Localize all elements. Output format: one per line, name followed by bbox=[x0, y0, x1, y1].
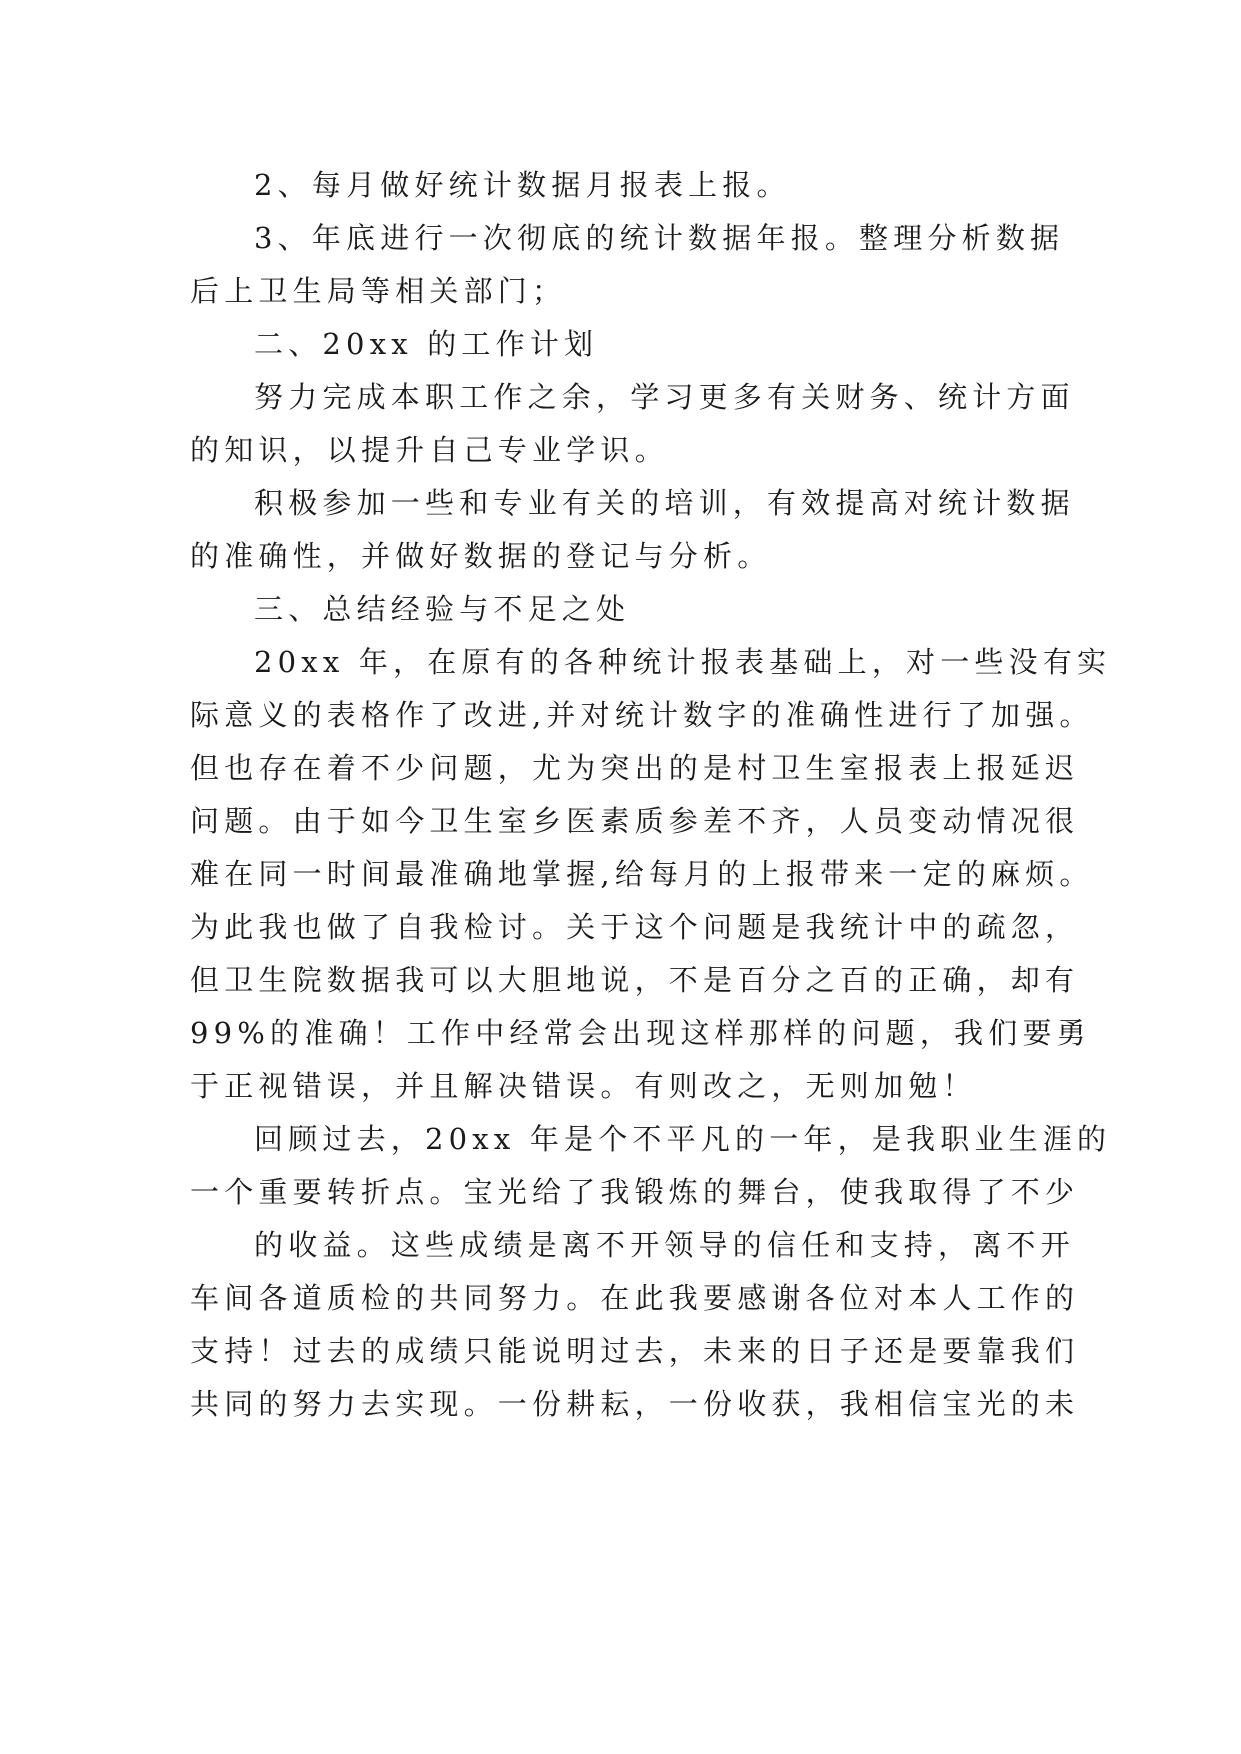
text-line: 后上卫生局等相关部门； bbox=[190, 274, 567, 308]
text-line: 车间各道质检的共同努力。在此我要感谢各位对本人工作的 bbox=[190, 1281, 1080, 1315]
text-line: 的知识，以提升自己专业学识。 bbox=[190, 433, 669, 467]
text-line: 20xx 年，在原有的各种统计报表基础上，对一些没有实 bbox=[254, 645, 1112, 679]
text-line: 回顾过去，20xx 年是个不平凡的一年，是我职业生涯的 bbox=[254, 1122, 1112, 1156]
text-line: 但卫生院数据我可以大胆地说，不是百分之百的正确，却有 bbox=[190, 963, 1080, 997]
text-line: 际意义的表格作了改进,并对统计数字的准确性进行了加强。 bbox=[190, 698, 1094, 732]
text-line: 一个重要转折点。宝光给了我锻炼的舞台，使我取得了不少 bbox=[190, 1175, 1080, 1209]
text-line: 支持！过去的成绩只能说明过去，未来的日子还是要靠我们 bbox=[190, 1334, 1080, 1368]
text-line: 积极参加一些和专业有关的培训，有效提高对统计数据 bbox=[254, 486, 1075, 520]
text-line: 3、年底进行一次彻底的统计数据年报。整理分析数据 bbox=[254, 221, 1065, 255]
text-line: 2、每月做好统计数据月报表上报。 bbox=[254, 168, 791, 202]
text-line: 难在同一时间最准确地掌握,给每月的上报带来一定的麻烦。 bbox=[190, 857, 1094, 891]
text-line: 的收益。这些成绩是离不开领导的信任和支持，离不开 bbox=[254, 1228, 1075, 1262]
text-line: 为此我也做了自我检讨。关于这个问题是我统计中的疏忽， bbox=[190, 910, 1080, 944]
section-heading: 二、20xx 的工作计划 bbox=[254, 327, 599, 361]
text-line: 共同的努力去实现。一份耕耘，一份收获，我相信宝光的未 bbox=[190, 1387, 1080, 1421]
text-line: 但也存在着不少问题，尤为突出的是村卫生室报表上报延迟 bbox=[190, 751, 1080, 785]
section-heading: 三、总结经验与不足之处 bbox=[254, 592, 631, 626]
text-line: 于正视错误，并且解决错误。有则改之，无则加勉！ bbox=[190, 1069, 977, 1103]
text-line: 努力完成本职工作之余，学习更多有关财务、统计方面 bbox=[254, 380, 1075, 414]
text-line: 99%的准确！工作中经常会出现这样那样的问题，我们要勇 bbox=[190, 1016, 1091, 1050]
text-line: 的准确性，并做好数据的登记与分析。 bbox=[190, 539, 772, 573]
text-line: 问题。由于如今卫生室乡医素质参差不齐，人员变动情况很 bbox=[190, 804, 1080, 838]
